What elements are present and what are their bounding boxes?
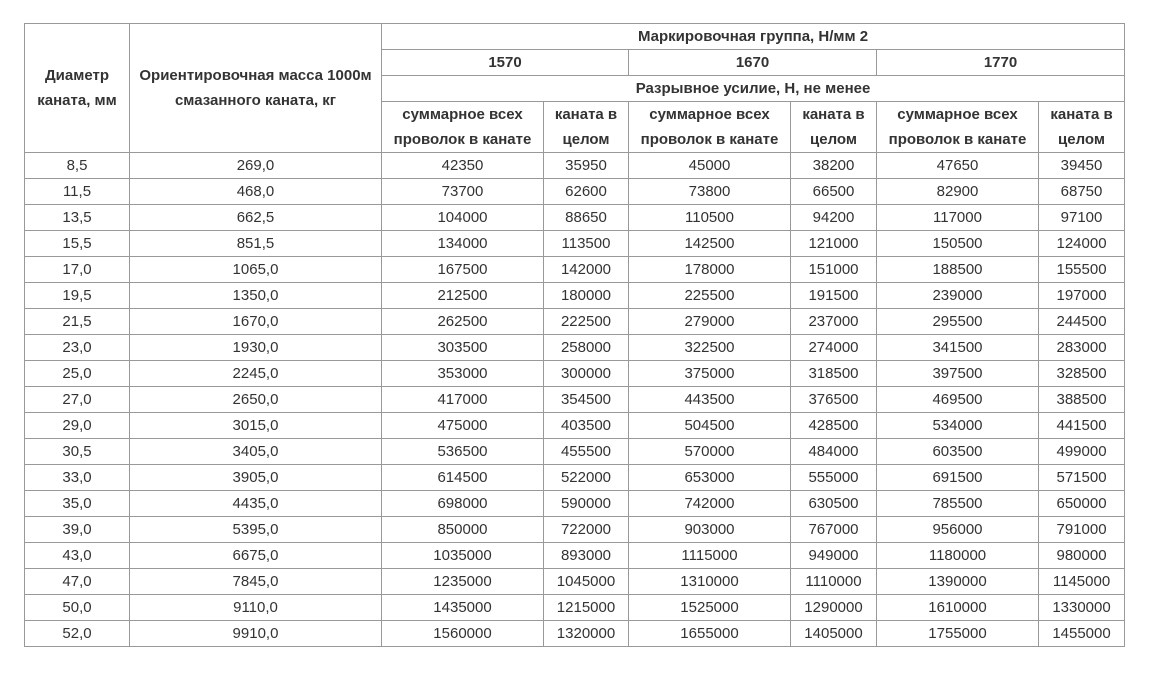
cell-total-1670: 742000 [629, 491, 791, 517]
cell-total-1670: 1525000 [629, 595, 791, 621]
cell-mass: 1930,0 [130, 335, 382, 361]
cell-whole-1670: 237000 [791, 309, 877, 335]
cell-diameter: 21,5 [25, 309, 130, 335]
cell-total-1670: 443500 [629, 387, 791, 413]
cell-total-1570: 536500 [382, 439, 544, 465]
cell-diameter: 30,5 [25, 439, 130, 465]
table-row [25, 153, 1125, 179]
cell-diameter: 43,0 [25, 543, 130, 569]
cell-diameter: 50,0 [25, 595, 130, 621]
cell-total-1670: 142500 [629, 231, 791, 257]
cell-whole-1670: 274000 [791, 335, 877, 361]
header-marking-group: Маркировочная группа, Н/мм 2 [382, 24, 1125, 50]
header-sub-rope-whole: каната в целом [791, 102, 877, 153]
cell-whole-1570: 893000 [544, 543, 629, 569]
cell-total-1570: 262500 [382, 309, 544, 335]
cell-total-1670: 110500 [629, 205, 791, 231]
header-grade-1670: 1670 [629, 50, 877, 76]
cell-diameter: 29,0 [25, 413, 130, 439]
cell-total-1570: 1435000 [382, 595, 544, 621]
cell-whole-1570: 300000 [544, 361, 629, 387]
cell-total-1570: 698000 [382, 491, 544, 517]
cell-diameter: 39,0 [25, 517, 130, 543]
cell-mass: 1350,0 [130, 283, 382, 309]
cell-total-1570: 614500 [382, 465, 544, 491]
cell-total-1570: 417000 [382, 387, 544, 413]
cell-total-1670: 279000 [629, 309, 791, 335]
header-sub-total-wires: суммарное всех проволок в канате [382, 102, 544, 153]
table-row [25, 179, 1125, 205]
cell-total-1570: 73700 [382, 179, 544, 205]
table-row [25, 283, 1125, 309]
cell-whole-1570: 1215000 [544, 595, 629, 621]
cell-total-1770: 956000 [877, 517, 1039, 543]
header-mass: Ориентировочная масса 1000м смазанного каната, кг [130, 24, 382, 153]
cell-whole-1770: 197000 [1039, 283, 1125, 309]
cell-total-1670: 225500 [629, 283, 791, 309]
cell-diameter: 52,0 [25, 621, 130, 647]
cell-total-1770: 239000 [877, 283, 1039, 309]
cell-whole-1770: 68750 [1039, 179, 1125, 205]
cell-whole-1770: 124000 [1039, 231, 1125, 257]
cell-whole-1670: 428500 [791, 413, 877, 439]
cell-whole-1570: 62600 [544, 179, 629, 205]
cell-total-1570: 1235000 [382, 569, 544, 595]
cell-total-1770: 150500 [877, 231, 1039, 257]
cell-whole-1570: 222500 [544, 309, 629, 335]
cell-whole-1770: 980000 [1039, 543, 1125, 569]
cell-mass: 3015,0 [130, 413, 382, 439]
table-row [25, 491, 1125, 517]
cell-diameter: 35,0 [25, 491, 130, 517]
cell-whole-1570: 142000 [544, 257, 629, 283]
cell-total-1570: 353000 [382, 361, 544, 387]
cell-diameter: 47,0 [25, 569, 130, 595]
cell-total-1570: 475000 [382, 413, 544, 439]
cell-whole-1670: 121000 [791, 231, 877, 257]
cell-mass: 2650,0 [130, 387, 382, 413]
cell-whole-1670: 555000 [791, 465, 877, 491]
cell-total-1670: 903000 [629, 517, 791, 543]
cell-total-1770: 534000 [877, 413, 1039, 439]
header-sub-rope-whole: каната в целом [544, 102, 629, 153]
cell-total-1670: 45000 [629, 153, 791, 179]
cell-mass: 4435,0 [130, 491, 382, 517]
cell-diameter: 23,0 [25, 335, 130, 361]
cell-whole-1770: 791000 [1039, 517, 1125, 543]
table-row [25, 517, 1125, 543]
table-row [25, 543, 1125, 569]
cell-whole-1570: 354500 [544, 387, 629, 413]
cell-diameter: 13,5 [25, 205, 130, 231]
cell-whole-1570: 1320000 [544, 621, 629, 647]
cell-total-1670: 73800 [629, 179, 791, 205]
table-row [25, 569, 1125, 595]
cell-mass: 3405,0 [130, 439, 382, 465]
cell-total-1770: 1610000 [877, 595, 1039, 621]
cell-whole-1770: 328500 [1039, 361, 1125, 387]
cell-total-1570: 167500 [382, 257, 544, 283]
cell-diameter: 15,5 [25, 231, 130, 257]
cell-total-1570: 850000 [382, 517, 544, 543]
cell-whole-1670: 38200 [791, 153, 877, 179]
cell-mass: 7845,0 [130, 569, 382, 595]
cell-total-1670: 375000 [629, 361, 791, 387]
cell-whole-1670: 767000 [791, 517, 877, 543]
header-diameter: Диаметр каната, мм [25, 24, 130, 153]
table-row [25, 621, 1125, 647]
cell-diameter: 25,0 [25, 361, 130, 387]
cell-total-1770: 188500 [877, 257, 1039, 283]
cell-whole-1670: 484000 [791, 439, 877, 465]
table-row [25, 413, 1125, 439]
cell-whole-1670: 1290000 [791, 595, 877, 621]
cell-total-1570: 303500 [382, 335, 544, 361]
cell-diameter: 33,0 [25, 465, 130, 491]
cell-whole-1770: 571500 [1039, 465, 1125, 491]
cell-whole-1770: 650000 [1039, 491, 1125, 517]
cell-total-1670: 1310000 [629, 569, 791, 595]
cell-total-1770: 603500 [877, 439, 1039, 465]
table-row [25, 205, 1125, 231]
rope-specs-table [24, 23, 1125, 647]
cell-whole-1670: 151000 [791, 257, 877, 283]
cell-mass: 851,5 [130, 231, 382, 257]
cell-whole-1770: 499000 [1039, 439, 1125, 465]
header-grade-1570: 1570 [382, 50, 629, 76]
cell-whole-1670: 191500 [791, 283, 877, 309]
cell-total-1770: 469500 [877, 387, 1039, 413]
cell-whole-1570: 403500 [544, 413, 629, 439]
cell-total-1770: 1180000 [877, 543, 1039, 569]
header-sub-total-wires: суммарное всех проволок в канате [629, 102, 791, 153]
cell-total-1770: 295500 [877, 309, 1039, 335]
table-row [25, 439, 1125, 465]
cell-whole-1570: 522000 [544, 465, 629, 491]
header-breaking-force: Разрывное усилие, Н, не менее [382, 76, 1125, 102]
cell-whole-1570: 35950 [544, 153, 629, 179]
cell-whole-1770: 1455000 [1039, 621, 1125, 647]
table-row [25, 231, 1125, 257]
cell-total-1770: 341500 [877, 335, 1039, 361]
table-row [25, 361, 1125, 387]
table-row [25, 387, 1125, 413]
cell-whole-1770: 441500 [1039, 413, 1125, 439]
cell-total-1770: 691500 [877, 465, 1039, 491]
table-body [25, 153, 1125, 647]
cell-total-1770: 47650 [877, 153, 1039, 179]
cell-total-1570: 1560000 [382, 621, 544, 647]
cell-whole-1570: 1045000 [544, 569, 629, 595]
cell-mass: 3905,0 [130, 465, 382, 491]
cell-whole-1670: 376500 [791, 387, 877, 413]
table-row [25, 595, 1125, 621]
cell-total-1670: 1115000 [629, 543, 791, 569]
cell-diameter: 8,5 [25, 153, 130, 179]
cell-diameter: 17,0 [25, 257, 130, 283]
cell-whole-1770: 388500 [1039, 387, 1125, 413]
cell-total-1670: 570000 [629, 439, 791, 465]
header-sub-rope-whole: каната в целом [1039, 102, 1125, 153]
cell-total-1770: 117000 [877, 205, 1039, 231]
table-header [25, 24, 1125, 153]
cell-total-1670: 178000 [629, 257, 791, 283]
cell-mass: 9110,0 [130, 595, 382, 621]
cell-whole-1570: 113500 [544, 231, 629, 257]
header-grade-1770: 1770 [877, 50, 1125, 76]
cell-whole-1670: 949000 [791, 543, 877, 569]
cell-whole-1670: 94200 [791, 205, 877, 231]
cell-mass: 662,5 [130, 205, 382, 231]
cell-whole-1570: 88650 [544, 205, 629, 231]
cell-whole-1670: 66500 [791, 179, 877, 205]
cell-whole-1770: 39450 [1039, 153, 1125, 179]
cell-total-1770: 397500 [877, 361, 1039, 387]
cell-mass: 5395,0 [130, 517, 382, 543]
cell-total-1770: 785500 [877, 491, 1039, 517]
cell-total-1570: 104000 [382, 205, 544, 231]
cell-total-1570: 42350 [382, 153, 544, 179]
cell-total-1570: 212500 [382, 283, 544, 309]
header-sub-total-wires: суммарное всех проволок в канате [877, 102, 1039, 153]
cell-total-1770: 82900 [877, 179, 1039, 205]
table-row [25, 309, 1125, 335]
cell-mass: 468,0 [130, 179, 382, 205]
cell-whole-1770: 1330000 [1039, 595, 1125, 621]
cell-diameter: 19,5 [25, 283, 130, 309]
table-row [25, 257, 1125, 283]
cell-whole-1770: 244500 [1039, 309, 1125, 335]
cell-whole-1670: 630500 [791, 491, 877, 517]
cell-total-1770: 1755000 [877, 621, 1039, 647]
cell-total-1570: 134000 [382, 231, 544, 257]
cell-whole-1670: 1405000 [791, 621, 877, 647]
cell-mass: 269,0 [130, 153, 382, 179]
cell-total-1770: 1390000 [877, 569, 1039, 595]
cell-mass: 2245,0 [130, 361, 382, 387]
cell-mass: 1670,0 [130, 309, 382, 335]
cell-mass: 6675,0 [130, 543, 382, 569]
cell-total-1670: 1655000 [629, 621, 791, 647]
cell-total-1670: 504500 [629, 413, 791, 439]
cell-diameter: 11,5 [25, 179, 130, 205]
cell-whole-1570: 590000 [544, 491, 629, 517]
cell-diameter: 27,0 [25, 387, 130, 413]
cell-whole-1670: 1110000 [791, 569, 877, 595]
cell-total-1570: 1035000 [382, 543, 544, 569]
cell-total-1670: 653000 [629, 465, 791, 491]
cell-whole-1670: 318500 [791, 361, 877, 387]
cell-whole-1770: 283000 [1039, 335, 1125, 361]
cell-whole-1570: 258000 [544, 335, 629, 361]
table-row [25, 465, 1125, 491]
cell-mass: 1065,0 [130, 257, 382, 283]
cell-whole-1770: 1145000 [1039, 569, 1125, 595]
cell-whole-1570: 722000 [544, 517, 629, 543]
cell-whole-1570: 455500 [544, 439, 629, 465]
cell-whole-1570: 180000 [544, 283, 629, 309]
cell-total-1670: 322500 [629, 335, 791, 361]
cell-whole-1770: 97100 [1039, 205, 1125, 231]
cell-whole-1770: 155500 [1039, 257, 1125, 283]
table-row [25, 335, 1125, 361]
cell-mass: 9910,0 [130, 621, 382, 647]
